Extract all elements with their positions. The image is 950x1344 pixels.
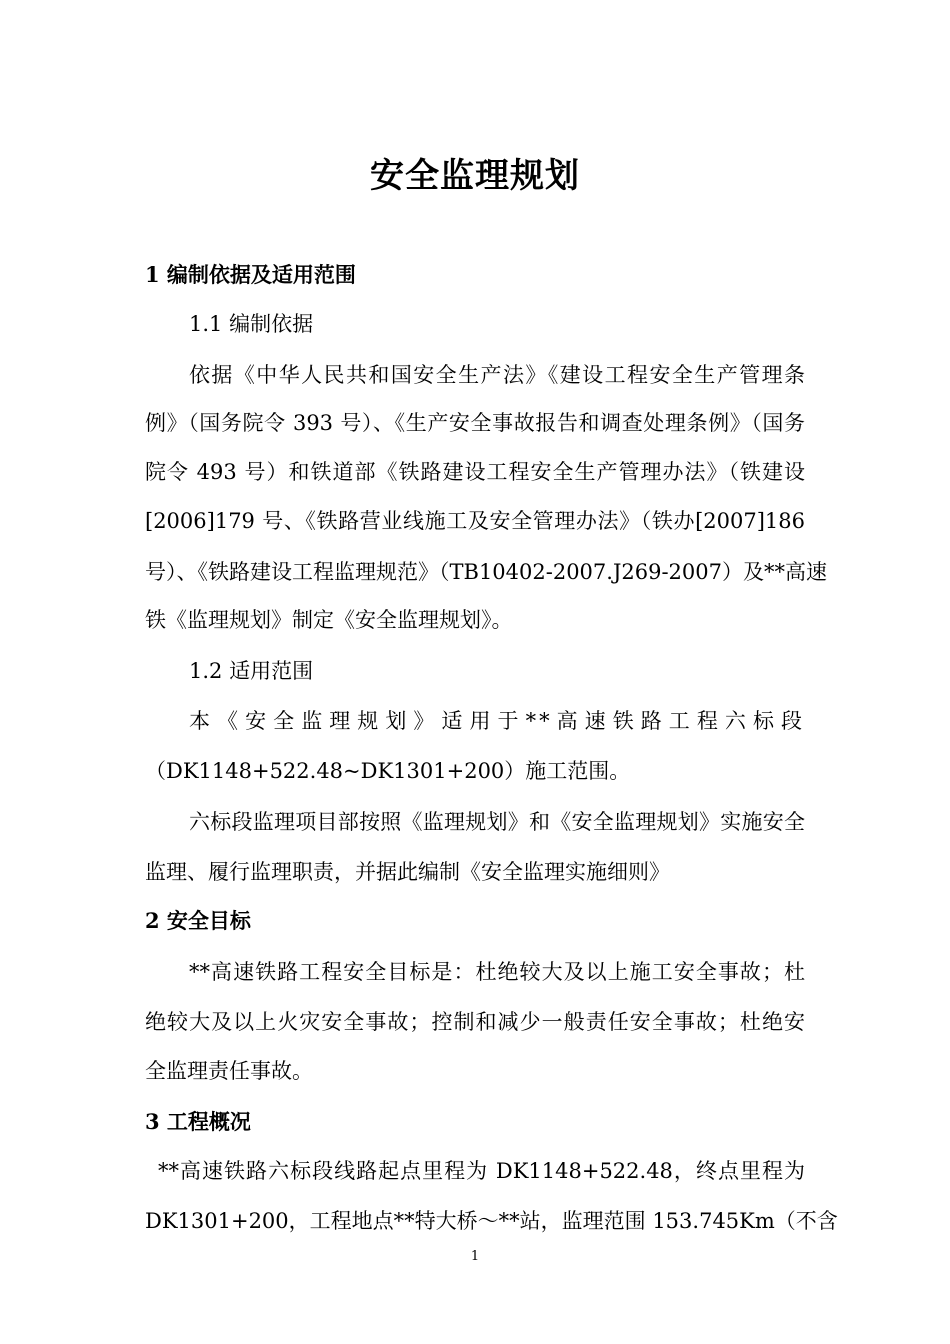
section-2-heading: 2 安全目标 [145,908,251,933]
paragraph-line: 号）、《铁路建设工程监理规范》（TB10402-2007.J269-2007）及**高速 [145,560,827,584]
paragraph-line: 全监理责任事故。 [145,1059,313,1083]
document-title: 安全监理规划 [370,156,580,196]
subsection-1-2-heading: 1.2 适用范围 [189,659,314,683]
paragraph-line: 依据《中华人民共和国安全生产法》《建设工程安全生产管理条 [189,363,805,387]
paragraph-line: **高速铁路六标段线路起点里程为 DK1148+522.48，终点里程为 [158,1159,805,1183]
paragraph-line: 绝较大及以上火灾安全事故；控制和减少一般责任安全事故；杜绝安 [145,1010,805,1034]
paragraph-line: DK1301+200，工程地点**特大桥～**站，监理范围 153.745Km（不含 [145,1209,838,1233]
paragraph-line: 铁《监理规划》制定《安全监理规划》。 [145,608,513,632]
paragraph-line: 本《安全监理规划》适用于**高速铁路工程六标段 [189,709,805,733]
page-number: 1 [470,1249,480,1264]
paragraph-line: **高速铁路工程安全目标是：杜绝较大及以上施工安全事故；杜 [189,960,805,984]
section-3-heading: 3 工程概况 [145,1109,251,1134]
paragraph-line: 例》（国务院令 393 号）、《生产安全事故报告和调查处理条例》（国务 [145,411,805,435]
paragraph-line: [2006]179 号、《铁路营业线施工及安全管理办法》（铁办[2007]186 [145,509,805,533]
paragraph-line: 六标段监理项目部按照《监理规划》和《安全监理规划》实施安全 [189,810,805,834]
paragraph-line: 监理、履行监理职责，并据此编制《安全监理实施细则》 [145,860,670,884]
subsection-1-1-heading: 1.1 编制依据 [189,312,314,336]
paragraph-line: （DK1148+522.48~DK1301+200）施工范围。 [145,759,631,783]
paragraph-line: 院令 493 号）和铁道部《铁路建设工程安全生产管理办法》（铁建设 [145,460,805,484]
section-1-heading: 1 编制依据及适用范围 [145,262,356,287]
